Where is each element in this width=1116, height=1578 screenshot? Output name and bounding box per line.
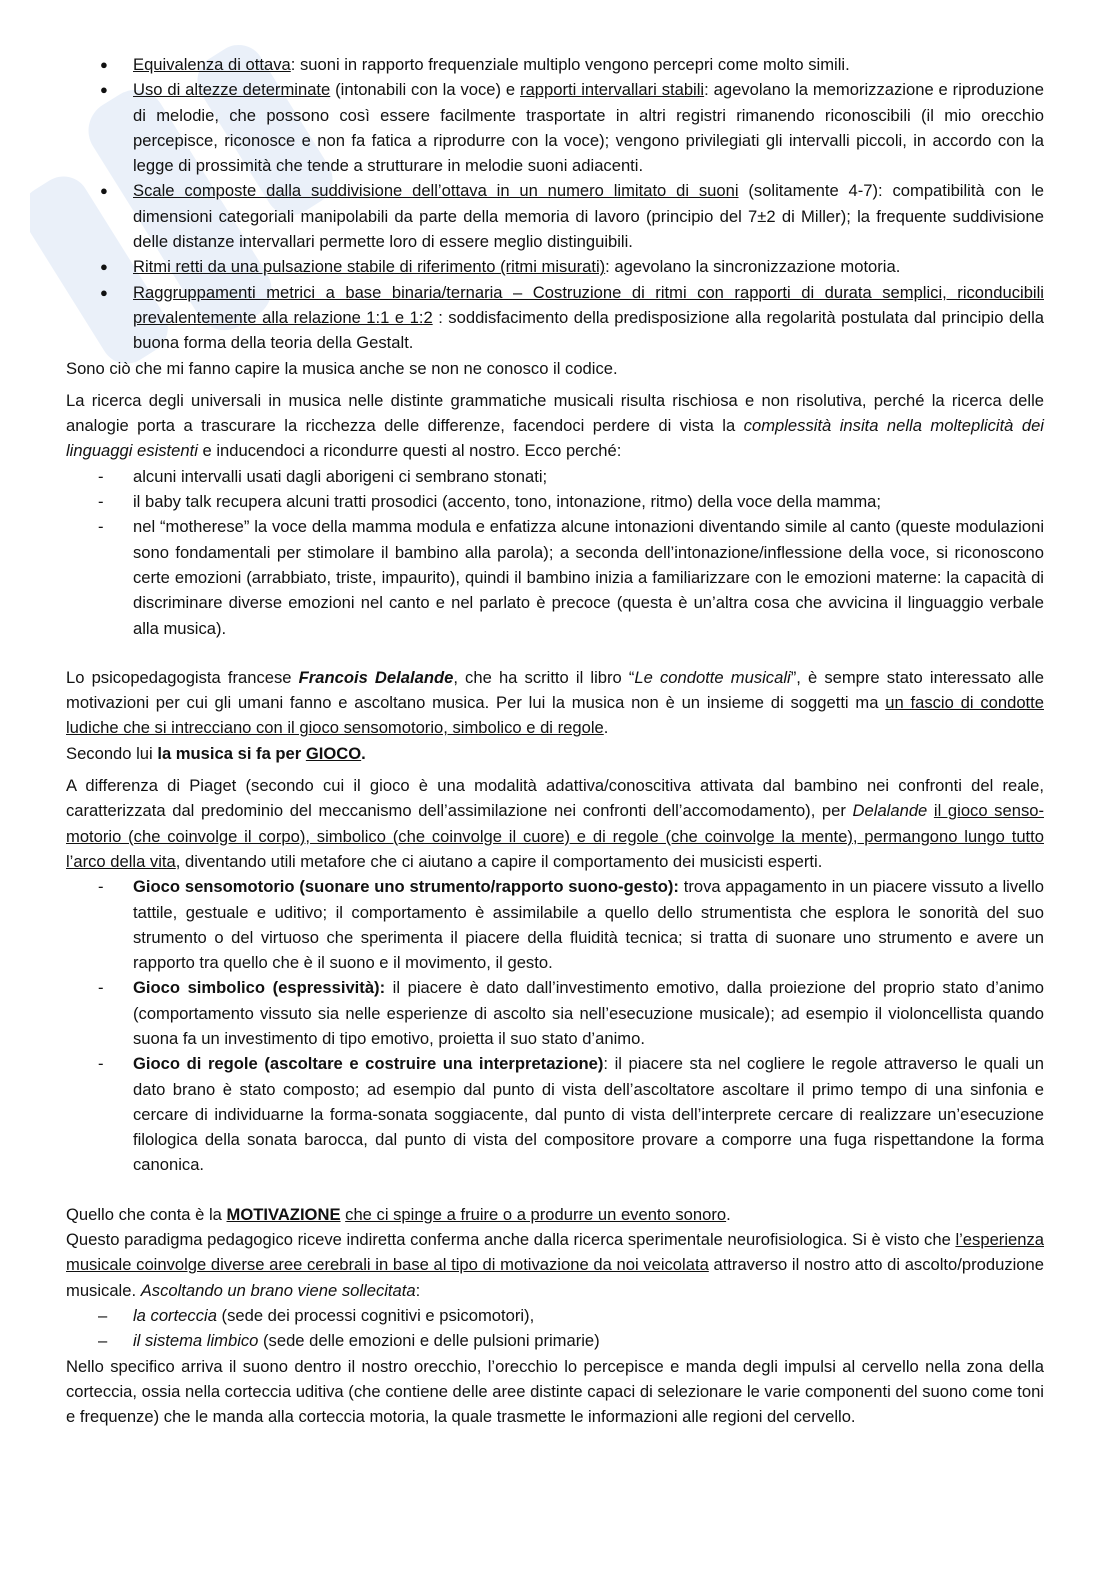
paragraph-motivazione: Quello che conta è la MOTIVAZIONE che ci spinge a fruire o a produrre un evento sonoro. bbox=[66, 1204, 731, 1224]
paragraph-delalande: Lo psicopedagogista francese Francois Delalande, che ha scritto il libro “Le condotte musicali”, è sempre stato interessato alle motivazioni per cui gli umani fanno e ascoltano musica. Per lui la musica non è un insieme di soggetti ma un fascio di condotte ludiche che si intrecciano con il gioco sensomotorio, simbolico e di regole. bbox=[66, 667, 1045, 738]
bullet-text: (intonabili con la voce) e bbox=[330, 80, 521, 100]
bullet-text: : agevolano la memorizzazione e riproduzione di melodie, che possono così essere facilmente trasportate in altri registri rimanendo riconoscibili (il mio orecchio percepisce, riconosce e non fa fatica a riprodurre con la voce); vengono privilegiati gli intervalli piccoli, in accordo con la legge di prossimità che tende a strutturare in melodie suoni adiacenti. bbox=[133, 80, 1044, 176]
list-item: - Gioco sensomotorio (suonare uno strumento/rapporto suono-gesto): trova appagamento in un piacere vissuto a livello tattile, gestuale e uditivo; il comportamento è assimilabile a quello dello strumentista che esplora le sonorità del suo strumento o del virtuoso che sperimenta il piacere della fluidità tecnica; si tratta di suonare uno strumento e avere un rapporto tra quello che è il suono e il movimento, il gesto. bbox=[66, 874, 1044, 975]
bullet-term: Equivalenza di ottava bbox=[133, 55, 291, 74]
list-item: – la corteccia (sede dei processi cognitivi e psicomotori), bbox=[66, 1303, 1044, 1328]
bullet-term: Ritmi retti da una pulsazione stabile di riferimento (ritmi misurati) bbox=[133, 257, 606, 277]
bullet-term: Raggruppamenti metrici a base binaria/ternaria – Costruzione di ritmi con rapporti di durata semplici, riconducibili prevalentemente alla relazione 1:1 e 1:2 bbox=[133, 282, 1044, 327]
play-types-dash-list bbox=[66, 874, 1044, 1178]
universals-bullet-list bbox=[66, 52, 1044, 356]
paragraph-piaget: A differenza di Piaget (secondo cui il gioco è una modalità adattiva/conoscitiva attivata dal bambino nei confronti del reale, caratterizzata dal predominio del meccanismo dell’assimilazione nei confronti dell’accomodamento), per Delalande il gioco senso-motorio (che coinvolge il corpo), simbolico (che coinvolge il cuore) e di regole (che coinvolge la mente), permangono lungo tutto l’arco della vita, diventando utili metafore che ci aiutano a capire il comportamento dei musicisti esperti. bbox=[66, 776, 1044, 871]
list-item bbox=[66, 52, 1044, 77]
bullet-text: : agevolano la sincronizzazione motoria. bbox=[605, 257, 901, 277]
brain-areas-dash-list bbox=[66, 1303, 1044, 1354]
dash-marker: - bbox=[98, 517, 104, 537]
bullet-term: rapporti intervallari stabili bbox=[520, 80, 705, 100]
bullet-marker: ● bbox=[100, 284, 108, 300]
dash-marker: - bbox=[98, 492, 104, 512]
list-item: – il sistema limbico (sede delle emozioni e delle pulsioni primarie) bbox=[66, 1328, 1044, 1353]
bullet-marker: ● bbox=[100, 57, 108, 72]
list-item: - Gioco simbolico (espressività): il piacere è dato dall’investimento emotivo, dalla proiezione del proprio stato d’animo (comportamento vissuto sia nelle esperienze di ascolto sia nell’esecuzione musicale); ad esempio il violoncellista quando suona fa un investimento di tipo emotivo, proietta il suo stato d’animo. bbox=[66, 975, 1044, 1051]
bullet-text: (solitamente 4-7): compatibilità con le dimensioni categoriali manipolabili da parte della memoria di lavoro (principio del 7±2 di Miller); la frequente suddivisione delle distanze intervallari permette loro di essere meglio distinguibili. bbox=[133, 181, 1045, 252]
list-item: - Gioco di regole (ascoltare e costruire una interpretazione): il piacere sta nel cogliere le regole attraverso le quali un dato brano è stato composto; ad esempio dal punto di vista dell’ascoltatore ascoltare il primo tempo di una sinfonia e cercare di individuarne la forma-sonata soggiacente, dal punto di vista dell’interprete cercare di realizzare un’esecuzione filologica della sonata barocca, dal punto di vista del compositore provare a comporre una fuga rispettandone la forma canonica. bbox=[66, 1051, 1044, 1177]
list-item bbox=[66, 280, 1044, 356]
dash-marker: - bbox=[98, 877, 104, 897]
list-item bbox=[66, 178, 1044, 254]
bullet-marker: ● bbox=[100, 82, 108, 98]
paragraph-ricerca: La ricerca degli universali in musica nelle distinte grammatiche musicali risulta rischiosa e non risolutiva, perché la ricerca delle analogie porta a trascurare la ricchezza delle differenze, facendoci perdere di vista la complessità insita nella molteplicità dei linguaggi esistenti e inducendoci a ricondurre questi al nostro. Ecco perché: bbox=[66, 390, 1044, 461]
list-item: - nel “motherese” la voce della mamma modula e enfatizza alcune intonazioni diventando simile al canto (queste modulazioni sono fondamentali per stimolare il bambino alla parola); a seconda dell’intonazione/inflessione della voce, si riconoscono certe emozioni (arrabbiato, triste, impaurito), quindi il bambino inizia a familiarizzare con le emozioni materne: la capacità di discriminare diverse emozioni nel canto e nel parlato è precoce (questa è un’altra cosa che avvicina il linguaggio verbale alla musica). bbox=[66, 514, 1044, 640]
bullet-term: Scale composte dalla suddivisione dell’ottava in un numero limitato di suoni bbox=[133, 181, 739, 201]
bullet-marker: ● bbox=[100, 259, 108, 275]
examples-dash-list bbox=[66, 464, 1044, 641]
list-item: - alcuni intervalli usati dagli aborigeni ci sembrano stonati; bbox=[66, 464, 1044, 489]
endash-marker: – bbox=[98, 1331, 108, 1351]
list-item: - il baby talk recupera alcuni tratti prosodici (accento, tono, intonazione, ritmo) della voce della mamma; bbox=[66, 489, 1044, 514]
dash-marker: - bbox=[98, 1054, 104, 1074]
paragraph-paradigma: Questo paradigma pedagogico riceve indiretta conferma anche dalla ricerca sperimentale neurofisiologica. Si è visto che l’esperienza musicale coinvolge diverse aree cerebrali in base al tipo di motivazione da noi veicolata attraverso il nostro atto di ascolto/produzione musicale. Ascoltando un brano viene sollecitata: bbox=[66, 1230, 1044, 1300]
document-page bbox=[66, 52, 1044, 1429]
bullet-marker: ● bbox=[100, 183, 108, 199]
bullet-text: : suoni in rapporto frequenziale multiplo vengono percepri come molto simili. bbox=[290, 55, 850, 74]
dash-marker: - bbox=[98, 466, 104, 486]
dash-marker: - bbox=[98, 978, 104, 998]
endash-marker: – bbox=[98, 1305, 108, 1325]
paragraph-codice: Sono ciò che mi fanno capire la musica anche se non ne conosco il codice. bbox=[66, 358, 618, 378]
bullet-text: : soddisfacimento della predisposizione alla regolarità postulata dal principio della buona forma della teoria della Gestalt. bbox=[133, 307, 1044, 353]
list-item bbox=[66, 254, 1044, 279]
paragraph-suono: Nello specifico arriva il suono dentro il nostro orecchio, l’orecchio lo percepisce e manda degli impulsi al cervello nella zona della corteccia, ossia nella corteccia uditiva (che contiene delle aree distinte capaci di selezionare le varie componenti del suono come toni e frequenze) che le manda alla corteccia motoria, la quale trasmette le informazioni alle regioni del cervello. bbox=[66, 1356, 1044, 1427]
list-item bbox=[66, 77, 1044, 178]
paragraph-gioco: Secondo lui la musica si fa per GIOCO. bbox=[66, 743, 366, 763]
bullet-term: Uso di altezze determinate bbox=[133, 80, 331, 100]
